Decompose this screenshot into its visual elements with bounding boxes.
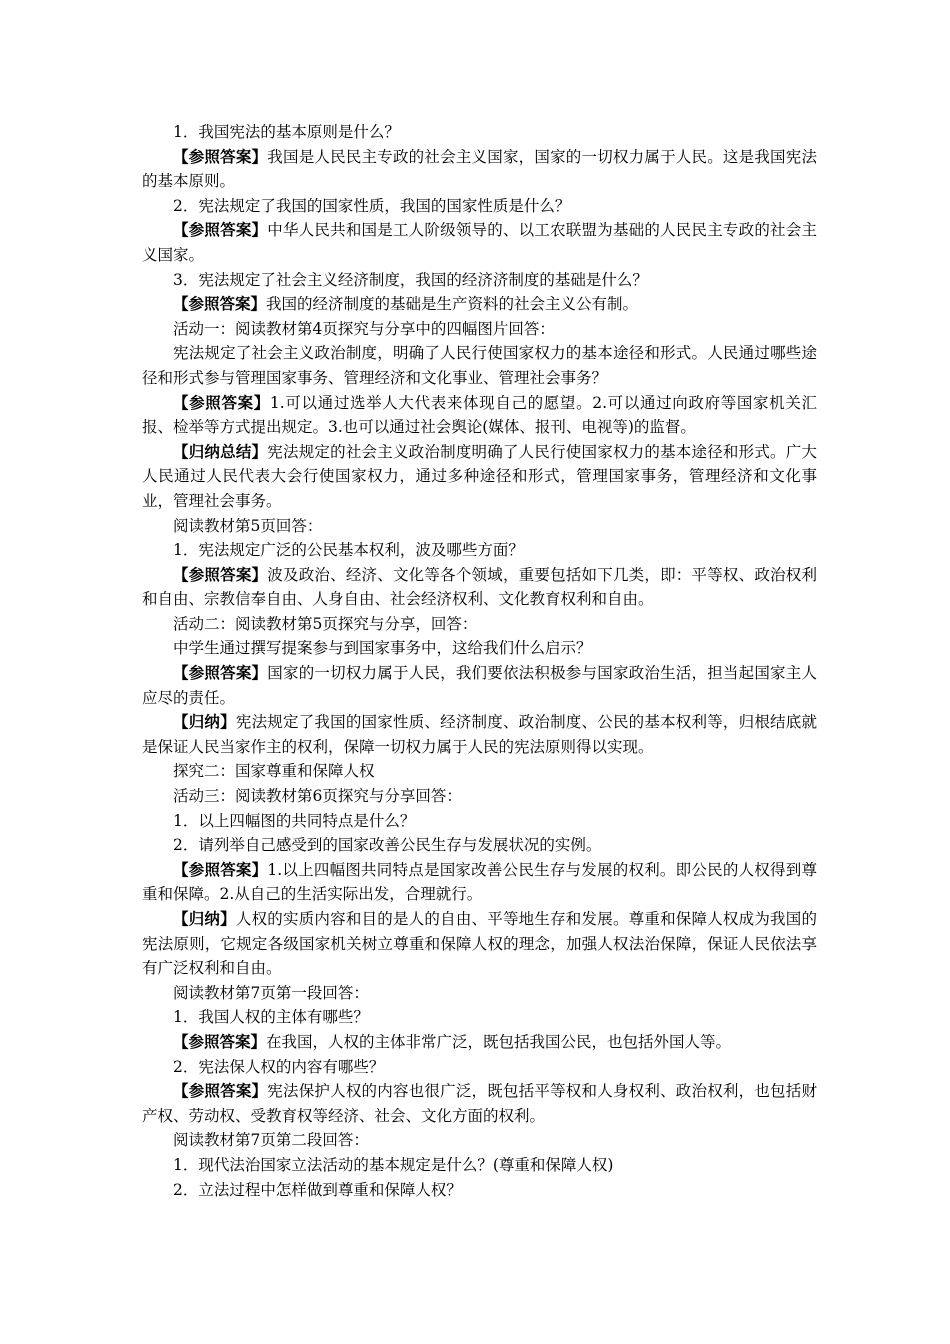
- paragraph: [142, 809, 817, 834]
- paragraph-text: 我国的经济制度的基础是生产资料的社会主义公有制。: [266, 295, 639, 314]
- paragraph-text: 宪法规定了社会主义政治制度，明确了人民行使国家权力的基本途径和形式。人民通过哪些途径和形式参与管理国家事务、管理经济和文化事业、管理社会事务？: [142, 344, 817, 387]
- paragraph: [142, 194, 817, 219]
- paragraph: [142, 514, 817, 539]
- paragraph-text: 3．宪法规定了社会主义经济制度，我国的经济济制度的基础是什么？: [173, 270, 648, 289]
- paragraph-tag: 【参照答案】: [173, 295, 267, 314]
- paragraph: [142, 1178, 817, 1203]
- paragraph-text: 中华人民共和国是工人阶级领导的、以工农联盟为基础的人民民主专政的社会主义国家。: [142, 221, 817, 264]
- paragraph: [142, 612, 817, 637]
- paragraph: [142, 538, 817, 563]
- paragraph: [142, 1005, 817, 1030]
- paragraph: [142, 218, 817, 267]
- paragraph-tag: 【参照答案】: [173, 393, 270, 412]
- paragraph: [142, 907, 817, 981]
- paragraph-tag: 【参照答案】: [173, 565, 268, 584]
- paragraph: [142, 1030, 817, 1055]
- paragraph-text: 在我国，人权的主体非常广泛，既包括我国公民，也包括外国人等。: [266, 1032, 732, 1051]
- paragraph-tag: 【参照答案】: [173, 221, 268, 240]
- paragraph-text: 国家的一切权力属于人民，我们要依法积极参与国家政治生活，担当起国家主人应尽的责任。: [142, 664, 817, 707]
- paragraph-text: 2．宪法保人权的内容有哪些？: [173, 1057, 385, 1076]
- paragraph-text: 1.可以通过选举人大代表来体现自己的愿望。2.可以通过向政府等国家机关汇报、检举等方式提出规定。3.也可以通过社会舆论(媒体、报刊、电视等)的监督。: [142, 393, 817, 437]
- paragraph-text: 活动三：阅读教材第6页探究与分享回答：: [173, 787, 462, 806]
- document-body: [142, 120, 817, 1202]
- paragraph: [142, 145, 817, 194]
- paragraph: [142, 710, 817, 759]
- paragraph-text: 阅读教材第7页第二段回答：: [173, 1131, 369, 1150]
- paragraph-text: 2．宪法规定了我国的国家性质，我国的国家性质是什么？: [173, 196, 571, 215]
- paragraph-tag: 【归纳总结】: [173, 442, 268, 461]
- paragraph: [142, 1153, 817, 1178]
- paragraph-text: 2．立法过程中怎样做到尊重和保障人权？: [173, 1180, 462, 1199]
- paragraph-text: 阅读教材第5页回答：: [173, 516, 323, 535]
- paragraph: [142, 317, 817, 342]
- paragraph-text: 人权的实质内容和目的是人的自由、平等地生存和发展。尊重和保障人权成为我国的宪法原则，它规定各级国家机关树立尊重和保障人权的理念，加强人权法治保障，保证人民依法享有广泛权利和自由。: [142, 910, 817, 978]
- paragraph-text: 1．宪法规定广泛的公民基本权利，波及哪些方面？: [173, 541, 524, 560]
- paragraph-tag: 【参照答案】: [173, 1032, 267, 1051]
- paragraph: [142, 833, 817, 858]
- paragraph: [142, 759, 817, 784]
- paragraph-tag: 【参照答案】: [173, 664, 268, 683]
- paragraph: [142, 391, 817, 440]
- paragraph-text: 波及政治、经济、文化等各个领域，重要包括如下几类，即：平等权、政治权利和自由、宗教信奉自由、人身自由、社会经济权利、文化教育权利和自由。: [142, 565, 817, 609]
- paragraph: [142, 661, 817, 710]
- paragraph-tag: 【参照答案】: [173, 147, 268, 166]
- paragraph: [142, 1079, 817, 1128]
- paragraph: [142, 636, 817, 661]
- paragraph: [142, 1055, 817, 1080]
- paragraph-tag: 【归纳】: [173, 713, 236, 732]
- paragraph-text: 1．我国人权的主体有哪些？: [173, 1008, 369, 1027]
- paragraph: [142, 858, 817, 907]
- paragraph: [142, 440, 817, 514]
- paragraph-text: 活动二：阅读教材第5页探究与分享，回答：: [173, 614, 478, 633]
- paragraph-text: 2．请列举自己感受到的国家改善公民生存与发展状况的实例。: [173, 836, 602, 855]
- paragraph-text: 活动一：阅读教材第4页探究与分享中的四幅图片回答：: [173, 319, 555, 338]
- paragraph-text: 宪法规定的社会主义政治制度明确了人民行使国家权力的基本途径和形式。广大人民通过人民代表大会行使国家权力，通过多种途径和形式，管理国家事务，管理经济和文化事业，管理社会事务。: [142, 442, 817, 510]
- paragraph: [142, 341, 817, 390]
- paragraph-text: 我国是人民民主专政的社会主义国家，国家的一切权力属于人民。这是我国宪法的基本原则。: [142, 147, 817, 191]
- paragraph: [142, 268, 817, 293]
- paragraph-tag: 【参照答案】: [173, 1082, 268, 1101]
- paragraph: [142, 784, 817, 809]
- paragraph-text: 探究二：国家尊重和保障人权: [173, 762, 375, 781]
- paragraph: [142, 1128, 817, 1153]
- paragraph-text: 1.以上四幅图共同特点是国家改善公民生存与发展的权利。即公民的人权得到尊重和保障。2.从自己的生活实际出发，合理就行。: [142, 860, 817, 904]
- paragraph-text: 1．现代法治国家立法活动的基本规定是什么？(尊重和保障人权): [173, 1155, 614, 1174]
- paragraph: [142, 563, 817, 612]
- paragraph-text: 宪法保护人权的内容也很广泛，既包括平等权和人身权利、政治权利，也包括财产权、劳动权、受教育权等经济、社会、文化方面的权利。: [142, 1082, 817, 1125]
- paragraph-text: 宪法规定了我国的国家性质、经济制度、政治制度、公民的基本权利等，归根结底就是保证人民当家作主的权利，保障一切权力属于人民的宪法原则得以实现。: [142, 713, 817, 756]
- paragraph-tag: 【参照答案】: [173, 860, 268, 879]
- paragraph-text: 1．以上四幅图的共同特点是什么？: [173, 811, 416, 830]
- paragraph-text: 中学生通过撰写提案参与到国家事务中，这给我们什么启示？: [173, 639, 592, 658]
- paragraph: [142, 292, 817, 317]
- paragraph: [142, 981, 817, 1006]
- paragraph: [142, 120, 817, 145]
- paragraph-text: 1．我国宪法的基本原则是什么？: [173, 123, 400, 141]
- paragraph-text: 阅读教材第7页第一段回答：: [173, 983, 369, 1002]
- paragraph-tag: 【归纳】: [173, 910, 236, 928]
